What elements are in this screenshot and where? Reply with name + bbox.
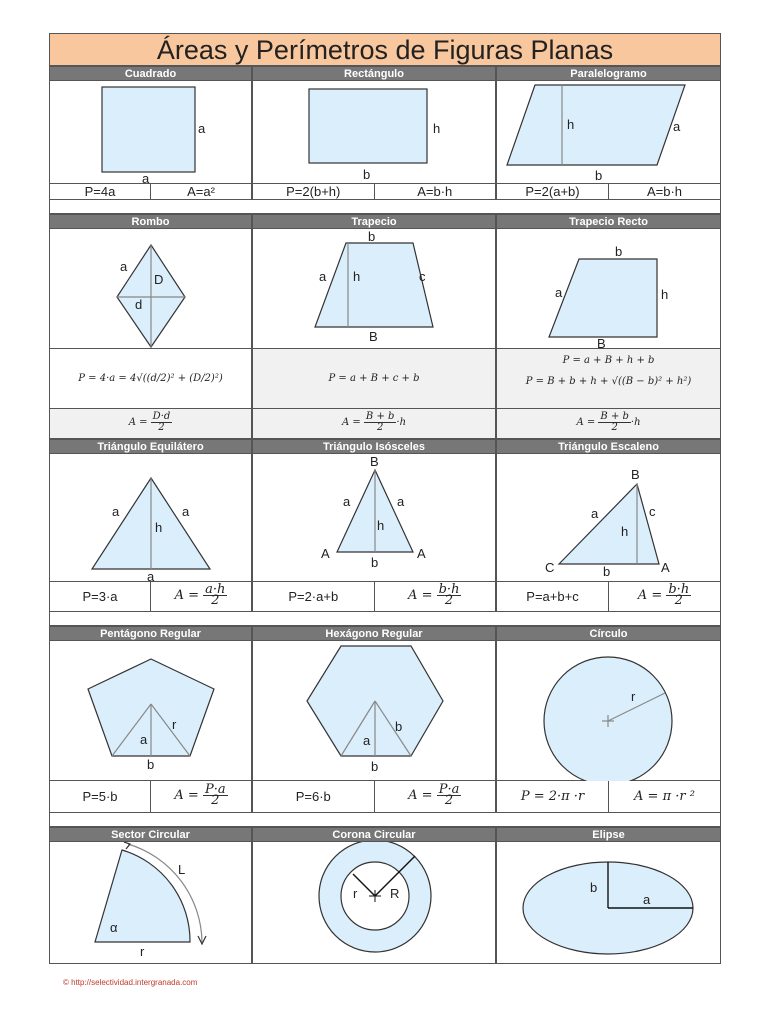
hexagono-perimeter: P=6·b	[253, 781, 375, 812]
isosceles-perimeter: P=2·a+b	[253, 582, 375, 611]
annulus-figure	[252, 842, 496, 964]
svg-text:a: a	[120, 259, 128, 274]
svg-text:a: a	[112, 504, 120, 519]
header-corona: Corona Circular	[252, 827, 496, 842]
square-figure	[49, 81, 252, 184]
svg-text:h: h	[621, 524, 629, 539]
equilatero-area: A = $\frac{a\cdot h}{2}$	[151, 582, 251, 611]
equilateral-figure	[49, 454, 252, 582]
parallelogram-figure	[496, 81, 721, 184]
svg-text:h: h	[377, 518, 385, 533]
header-isosceles: Triángulo Isósceles	[252, 439, 496, 454]
isosceles-figure	[252, 454, 496, 582]
footer-credit[interactable]: © http://selectividad.intergranada.com	[63, 978, 198, 987]
svg-text:r: r	[353, 886, 358, 901]
svg-text:a: a	[343, 494, 351, 509]
svg-text:r: r	[631, 689, 636, 704]
svg-text:B: B	[597, 336, 606, 349]
svg-text:b: b	[363, 167, 371, 182]
svg-text:b: b	[368, 229, 376, 244]
header-circulo: Círculo	[496, 626, 721, 641]
trapecio-recto-area: A = $\frac{B + b}{2}$ ·h	[496, 409, 721, 439]
scalene-figure	[496, 454, 721, 582]
pentagono-perimeter: P=5·b	[50, 781, 151, 812]
par-perimeter: P=2(a+b)	[497, 184, 609, 199]
svg-text:b: b	[371, 759, 379, 774]
escaleno-area: A = $\frac{b\cdot h}{2}$	[609, 582, 720, 611]
svg-text:d: d	[135, 297, 143, 312]
rect-perimeter: P=2(b+h)	[253, 184, 375, 199]
svg-text:a: a	[142, 171, 150, 184]
svg-text:b: b	[147, 757, 155, 772]
svg-text:a: a	[555, 285, 563, 300]
svg-text:b: b	[595, 168, 603, 183]
square-area: A=a²	[187, 184, 215, 199]
header-escaleno: Triángulo Escaleno	[496, 439, 721, 454]
svg-text:c: c	[649, 504, 656, 519]
svg-text:b: b	[615, 244, 623, 259]
header-hexagono: Hexágono Regular	[252, 626, 496, 641]
header-elipse: Elipse	[496, 827, 721, 842]
rect-area: A=b·h	[417, 184, 453, 199]
page-title: Áreas y Perímetros de Figuras Planas	[49, 33, 721, 66]
trapecio-area: A = $\frac{B + b}{2}$ ·h	[252, 409, 496, 439]
svg-text:a: a	[198, 121, 206, 136]
svg-text:a: a	[397, 494, 405, 509]
header-cuadrado: Cuadrado	[49, 66, 252, 81]
svg-text:r: r	[140, 944, 145, 959]
svg-text:a: a	[643, 892, 651, 907]
svg-text:h: h	[155, 520, 163, 535]
sector-figure	[49, 842, 252, 964]
svg-text:A: A	[321, 546, 330, 561]
circulo-area: A = π ·r ²	[609, 781, 720, 812]
trapecio-recto-perimeter: P = a + B + h + b P = B + b + h + √((B − b)² + h²)	[496, 349, 721, 409]
rhombus-figure	[49, 229, 252, 349]
header-sector: Sector Circular	[49, 827, 252, 842]
svg-text:a: a	[147, 569, 155, 582]
svg-text:A: A	[417, 546, 426, 561]
svg-text:L: L	[178, 862, 186, 877]
header-pentagono: Pentágono Regular	[49, 626, 252, 641]
circle-figure	[496, 641, 721, 781]
square-perimeter: P=4a	[50, 184, 151, 199]
svg-text:B: B	[369, 329, 378, 344]
escaleno-perimeter: P=a+b+c	[497, 582, 609, 611]
svg-text:a: a	[591, 506, 599, 521]
svg-text:a: a	[319, 269, 327, 284]
header-paralelogramo: Paralelogramo	[496, 66, 721, 81]
svg-text:h: h	[661, 287, 669, 302]
svg-text:c: c	[419, 269, 426, 284]
svg-text:D: D	[154, 272, 164, 287]
svg-text:b: b	[371, 555, 379, 570]
svg-text:h: h	[433, 121, 441, 136]
ellipse-figure	[496, 842, 721, 964]
svg-text:α: α	[110, 920, 118, 935]
svg-text:a: a	[673, 119, 681, 134]
hexagon-figure	[252, 641, 496, 781]
svg-text:A: A	[661, 560, 670, 575]
svg-text:h: h	[567, 117, 575, 132]
svg-text:b: b	[603, 564, 611, 579]
par-area: A=b·h	[646, 184, 683, 199]
svg-text:b: b	[590, 880, 598, 895]
header-rombo: Rombo	[49, 214, 252, 229]
equilatero-perimeter: P=3·a	[50, 582, 151, 611]
svg-text:C: C	[545, 560, 555, 575]
svg-text:R: R	[390, 886, 400, 901]
rombo-area: A = $\frac{D\cdot d}{2}$	[49, 409, 252, 439]
pentagon-figure	[49, 641, 252, 781]
header-rectangulo: Rectángulo	[252, 66, 496, 81]
svg-text:a: a	[140, 732, 148, 747]
hexagono-area: A = $\frac{P\cdot a}{2}$	[375, 781, 496, 812]
circulo-perimeter: P = 2·π ·r	[497, 781, 609, 812]
svg-text:b: b	[395, 719, 403, 734]
header-equilatero: Triángulo Equilátero	[49, 439, 252, 454]
trapezoid-figure	[252, 229, 496, 349]
svg-text:a: a	[182, 504, 190, 519]
svg-text:B: B	[631, 467, 640, 482]
header-trapecio-recto: Trapecio Recto	[496, 214, 721, 229]
rectangle-figure	[252, 81, 496, 184]
trapecio-perimeter: P = a + B + c + b	[252, 349, 496, 409]
svg-text:a: a	[363, 733, 371, 748]
svg-text:B: B	[370, 454, 379, 469]
header-trapecio: Trapecio	[252, 214, 496, 229]
svg-text:h: h	[353, 269, 361, 284]
pentagono-area: A = $\frac{P\cdot a}{2}$	[151, 781, 251, 812]
right-trapezoid-figure	[496, 229, 721, 349]
svg-text:r: r	[172, 717, 177, 732]
isosceles-area: A = $\frac{b\cdot h}{2}$	[375, 582, 496, 611]
rombo-perimeter: P = 4·a = 4√((d/2)² + (D/2)²)	[49, 349, 252, 409]
